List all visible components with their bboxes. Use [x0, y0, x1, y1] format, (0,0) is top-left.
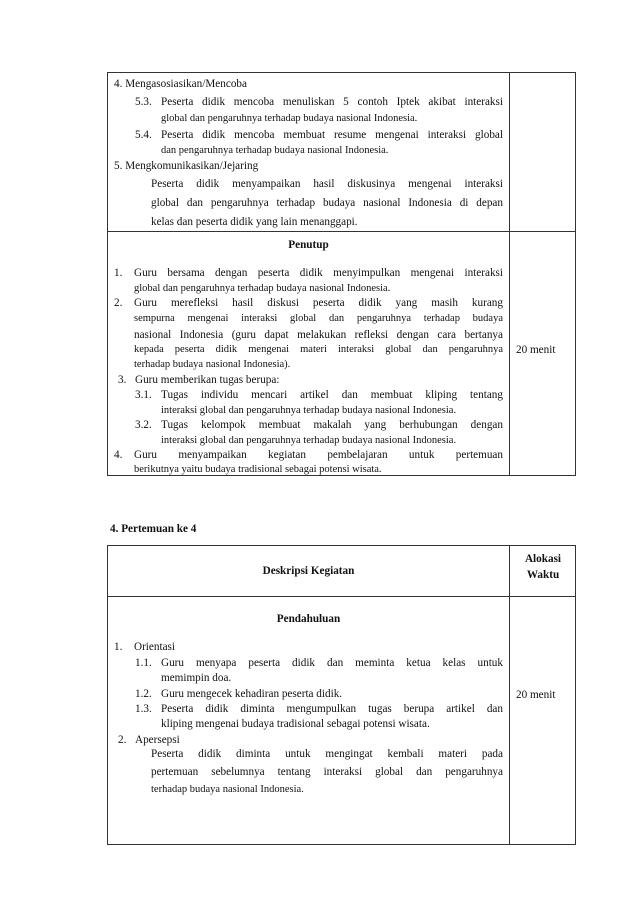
item-number: 1.	[114, 641, 123, 653]
item-text: Guru mengecek kehadiran peserta didik.	[161, 688, 343, 700]
item-text: berikutnya yaitu budaya tradisional sebagai potensi wisata.	[134, 464, 382, 475]
item-number: 5.4.	[135, 129, 152, 141]
activity-table-meeting4	[107, 545, 576, 845]
item-number: 2.	[114, 297, 123, 309]
item-text: dan pengaruhnya terhadap budaya nasional Indonesia.	[161, 145, 389, 156]
item-text: memimpin doa.	[161, 672, 232, 684]
item-number: 2.	[118, 734, 127, 746]
item-text: Peserta didik mencoba membuat resume mengenai interaksi global	[161, 129, 503, 141]
section-heading-mengasosiasikan: 4. Mengasosiasikan/Mencoba	[114, 78, 247, 90]
item-number: 1.	[114, 267, 123, 279]
item-number: 3.2.	[135, 419, 152, 431]
paragraph-line: Peserta didik menyampaikan hasil diskusinya mengenai interaksi	[151, 178, 503, 190]
activity-table-continued	[107, 72, 576, 476]
item-number: 1.2.	[135, 688, 152, 700]
item-text: kliping mengenai budaya tradisional sebagai potensi wisata.	[161, 718, 430, 730]
item-number: 3.1.	[135, 389, 152, 401]
item-text: Peserta didik mencoba menuliskan 5 contoh Iptek akibat interaksi	[161, 96, 503, 108]
item-text: Guru merefleksi hasil diskusi peserta didik yang masih kurang	[134, 297, 503, 309]
header-divider	[108, 596, 575, 597]
item-text: global dan pengaruhnya terhadap budaya nasional Indonesia.	[161, 113, 418, 124]
item-text: sempurna mengenai interaksi global dan pengaruhnya terhadap budaya	[134, 313, 503, 324]
item-text: Tugas kelompok membuat makalah yang berhubungan dengan	[161, 419, 503, 431]
paragraph-line: global dan pengaruhnya terhadap budaya nasional Indonesia di depan	[151, 197, 503, 209]
item-text: Apersepsi	[135, 734, 180, 746]
time-allocation: 20 menit	[516, 344, 556, 356]
row-divider	[108, 231, 575, 232]
item-text: interaksi global dan pengaruhnya terhadap budaya nasional Indonesia.	[161, 405, 457, 416]
penutup-title: Penutup	[288, 239, 329, 251]
item-number: 4.	[114, 449, 123, 461]
item-text: terhadap budaya nasional Indonesia).	[134, 359, 291, 370]
item-text: kepada peserta didik mengenai materi interaksi global dan pengaruhnya	[134, 344, 503, 355]
column-divider	[509, 73, 510, 475]
paragraph-line: kelas dan peserta didik yang lain menanggapi.	[151, 216, 358, 228]
item-text: Guru menyapa peserta didik dan meminta ketua kelas untuk	[161, 657, 503, 669]
item-number: 5.3.	[135, 96, 152, 108]
column-header-time: Waktu	[526, 569, 560, 581]
item-text: Tugas individu mencari artikel dan membuat kliping tentang	[161, 389, 503, 401]
paragraph-line: Peserta didik diminta untuk mengingat kembali materi pada	[151, 748, 503, 760]
pendahuluan-title: Pendahuluan	[276, 613, 341, 625]
item-number: 1.1.	[135, 657, 152, 669]
item-text: Peserta didik diminta mengumpulkan tugas berupa artikel dan	[161, 703, 503, 715]
item-text: global dan pengaruhnya terhadap budaya nasional Indonesia.	[134, 283, 391, 294]
item-text: Guru menyampaikan kegiatan pembelajaran untuk pertemuan	[134, 449, 503, 461]
section-heading-mengkomunikasikan: 5. Mengkomunikasikan/Jejaring	[114, 160, 259, 172]
item-text: Guru memberikan tugas berupa:	[135, 374, 280, 386]
item-text: nasional Indonesia (guru dapat melakukan refleksi dengan cara bertanya	[134, 329, 503, 341]
time-allocation: 20 menit	[516, 689, 556, 701]
meeting-heading: 4. Pertemuan ke 4	[110, 523, 197, 535]
column-header-time: Alokasi	[524, 553, 562, 565]
paragraph-line: terhadap budaya nasional Indonesia.	[151, 784, 304, 795]
column-header-description: Deskripsi Kegiatan	[262, 565, 355, 577]
item-number: 1.3.	[135, 703, 152, 715]
column-divider	[509, 546, 510, 844]
item-number: 3.	[118, 374, 127, 386]
item-text: interaksi global dan pengaruhnya terhadap budaya nasional Indonesia.	[161, 435, 457, 446]
paragraph-line: pertemuan sebelumnya tentang interaksi global dan pengaruhnya	[151, 766, 503, 778]
item-text: Guru bersama dengan peserta didik menyimpulkan mengenai interaksi	[134, 267, 503, 279]
item-text: Orientasi	[134, 641, 176, 653]
